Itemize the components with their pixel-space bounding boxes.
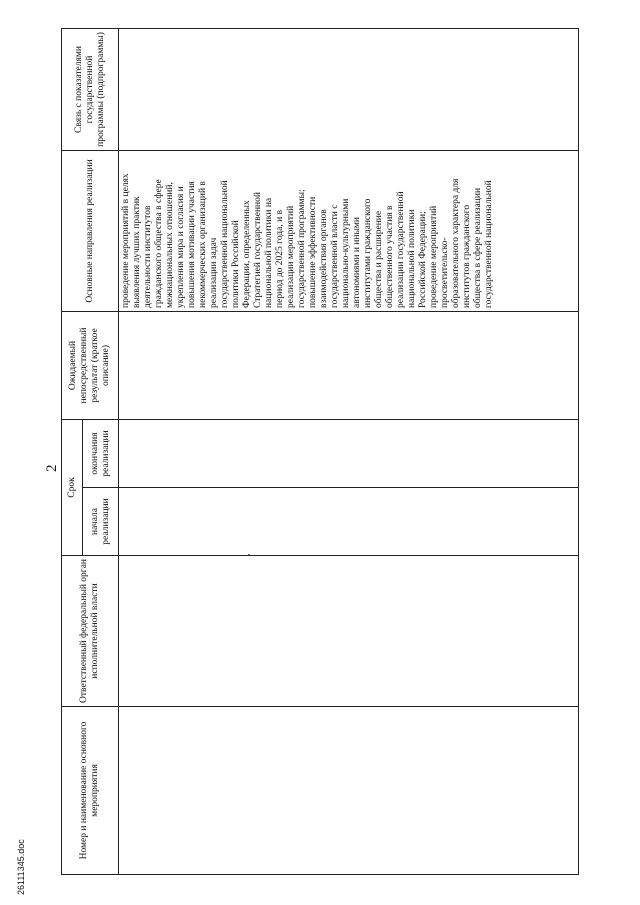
cell-directions [119,150,579,311]
header-term-end: окончания реализации [83,419,119,487]
cell-term-start [119,488,579,556]
cell-link [119,28,579,150]
header-link: Связь с показателями государственной программы (подпрограммы) [62,28,119,150]
header-result: Ожидаемый непосредственный результат (краткое описание) [62,311,119,419]
footer-doc-code: 26111345.doc [16,839,26,895]
cell-result [119,311,579,419]
header-number-name: Номер и наименование основного мероприятия [62,707,119,875]
stray-mark [248,554,250,556]
header-term: Срок [62,419,83,555]
header-agency: Ответственный федеральный орган исполнительной власти [62,556,119,707]
header-row [62,28,83,874]
activities-table [61,28,579,875]
cell-number-name [119,707,579,875]
table-row [119,28,579,874]
header-term-start: начала реализации [83,488,119,556]
cell-term-end [119,419,579,487]
page-number: 2 [44,464,60,472]
directions-text: проведение мероприятий в целях выявления лучших практик деятельности институтов гражданского общества в сфере межнациональных отношений, укрепления мира и согласия и повышения мотивации участия некоммерческих организаций в реализации задач государственной национальной политики Российской Федерации, определенных Стратегией государственной национальной политики на период до 2025 года, и в реализации мероприятий государственной программы; повышение эффективности взаимодействия органов государственной власти с национально-культурными автономиями и иными институтами гражданского общества и расширение общественного участия в реализации государственной национальной политики Российской Федерации; проведение мероприятий просветительско- образовательного характера для институтов гражданского общества в сфере реализации государственной национальной [121,173,494,308]
header-directions: Основные направления реализации [62,150,119,311]
cell-agency [119,556,579,707]
